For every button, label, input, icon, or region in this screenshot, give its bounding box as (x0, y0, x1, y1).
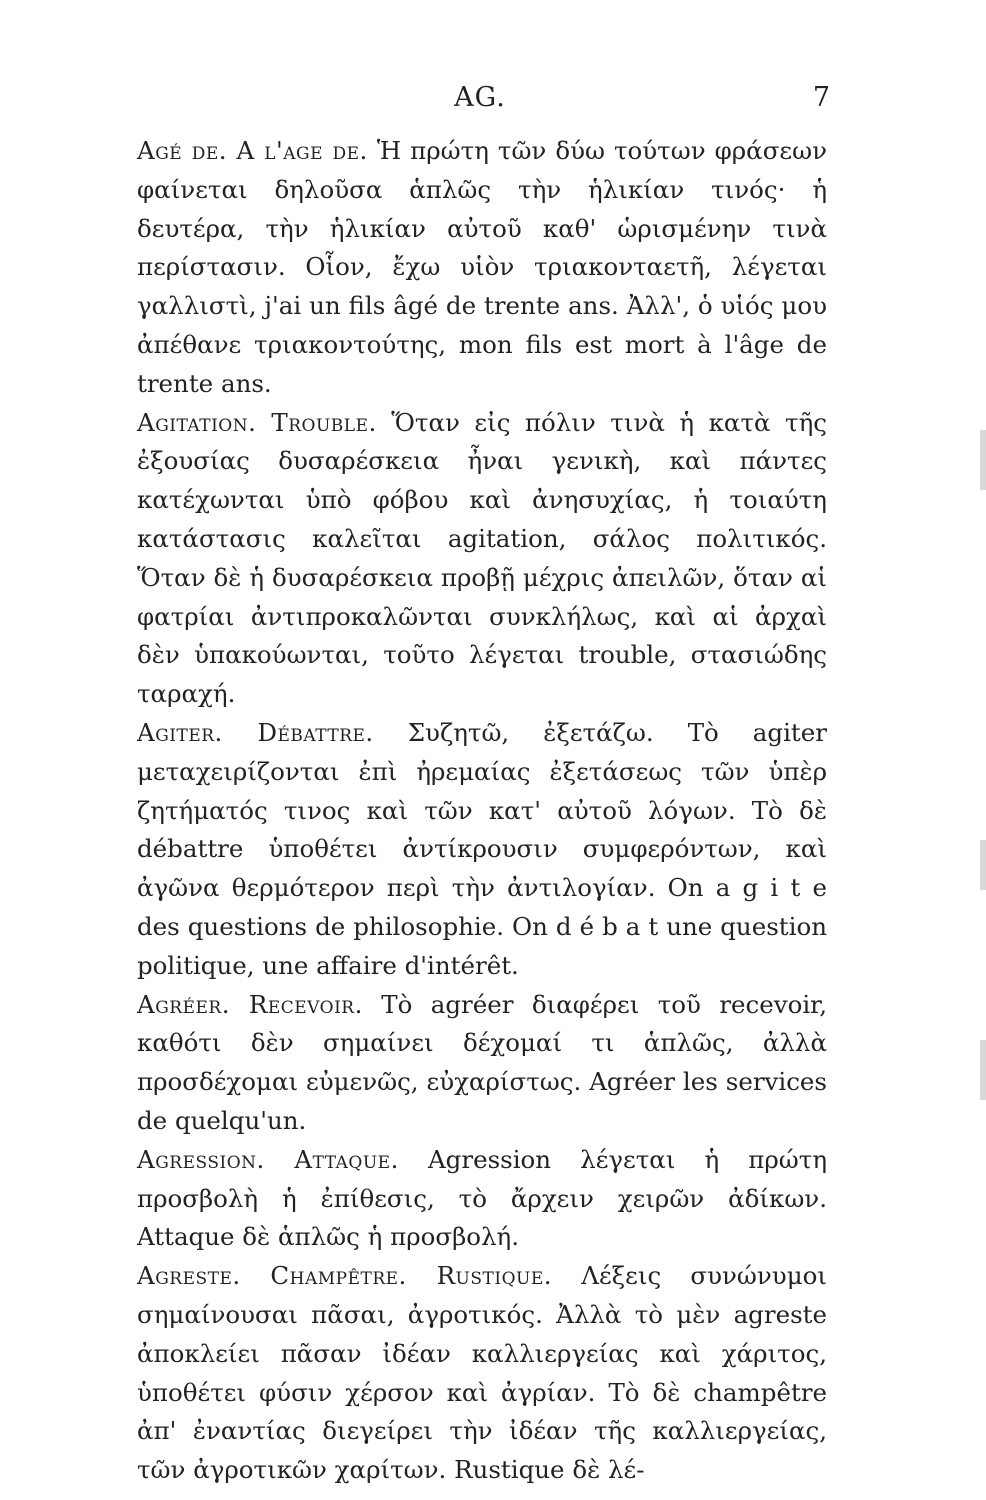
entry-agreer (137, 986, 827, 1141)
entry-headword: Agitation. Trouble. (137, 407, 377, 437)
entry-agression (137, 1141, 827, 1257)
entry-agitation (137, 404, 827, 714)
page-edge-shadow (980, 1040, 986, 1100)
entry-text: Ὅταν εἰς πόλιν τινὰ ἡ κατὰ τῆς ἐξουσίας δυσαρέσκεια ἦναι γενικὴ, καὶ πάντες κατέχωνται ὑπὸ φόβου καὶ ἀνησυχίας, ἡ τοιαύτη κατάστασις καλεῖται agitation, σάλος πολιτικός. Ὅταν δὲ ἡ δυσαρέσκεια προβῇ μέχρις ἀπειλῶν, ὅταν αἱ φατρίαι ἀντιπροκαλῶνται συνκλήλως, καὶ αἱ ἀρχαὶ δὲν ὑπακούωνται, τοῦτο λέγεται trouble, στασιώδης ταραχή. (137, 407, 827, 709)
entry-agreste (137, 1257, 827, 1490)
entry-headword: Agé de. A l'age de. (137, 136, 368, 165)
entry-headword: Agression. Attaque. (137, 1144, 399, 1174)
entry-text: Agression λέγεται ἡ πρώτη προσβολὴ ἡ ἐπίθεσις, τὸ ἄρχειν χειρῶν ἀδίκων. Attaque δὲ ἁπλῶς ἡ προσβολή. (137, 1144, 828, 1252)
dictionary-body (137, 132, 827, 1490)
running-title: AG. (454, 82, 506, 113)
entry-agiter (137, 714, 827, 986)
entry-headword: Agréer. Recevoir. (137, 989, 363, 1019)
page-number: 7 (812, 82, 830, 113)
entry-text: Τὸ agréer διαφέρει τοῦ recevoir, καθότι δὲν σημαίνει δέχομαί τι ἁπλῶς, ἀλλὰ προσδέχομαι εὐμενῶς, εὐχαρίστως. Agréer les services de quelqu'un. (137, 989, 827, 1135)
entry-headword: Agreste. Champêtre. Rustique. (137, 1261, 553, 1291)
entry-age-de (137, 132, 827, 404)
page-edge-shadow (980, 430, 986, 490)
running-head (130, 82, 830, 122)
entry-headword: Agiter. Débattre. (137, 717, 374, 747)
entry-text: Ἡ πρώτη τῶν δύω τούτων φράσεων φαίνεται δηλοῦσα ἁπλῶς τὴν ἡλικίαν τινός· ἡ δευτέρα, τὴν ἡλικίαν αὐτοῦ καθ' ὡρισμένην τινὰ περίστασιν. Οἷον, ἔχω υἱὸν τριακονταετῆ, λέγεται γαλλιστὶ, j'ai un fils âgé de trente ans. Ἀλλ', ὁ υἱός μου ἀπέθανε τριακοντούτης, mon fils est mort à l'âge de trente ans. (137, 136, 827, 398)
entry-text: Συζητῶ, ἐξετάζω. Τὸ agiter μεταχειρίζονται ἐπὶ ἠρεμαίας ἐξετάσεως τῶν ὑπὲρ ζητήματός τινος καὶ τῶν κατ' αὐτοῦ λόγων. Τὸ δὲ débattre ὑποθέτει ἀντίκρουσιν συμφερόντων, καὶ ἀγῶνα θερμότερον περὶ τὴν ἀντιλογίαν. On a g i t e des questions de philosophie. On d é b a t une question politique, une affaire d'intérêt. (137, 717, 827, 980)
entry-text: Λέξεις συνώνυμοι σημαίνουσαι πᾶσαι, ἀγροτικός. Ἀλλὰ τὸ μὲν agreste ἀποκλείει πᾶσαν ἰδέαν καλλιεργείας καὶ χάριτος, ὑποθέτει φύσιν χέρσον καὶ ἀγρίαν. Τὸ δὲ champêtre ἀπ' ἐναντίας διεγείρει τὴν ἰδέαν τῆς καλλιεργείας, τῶν ἀγροτικῶν χαρίτων. Rustique δὲ λέ- (137, 1261, 827, 1485)
page-edge-shadow (980, 840, 986, 890)
